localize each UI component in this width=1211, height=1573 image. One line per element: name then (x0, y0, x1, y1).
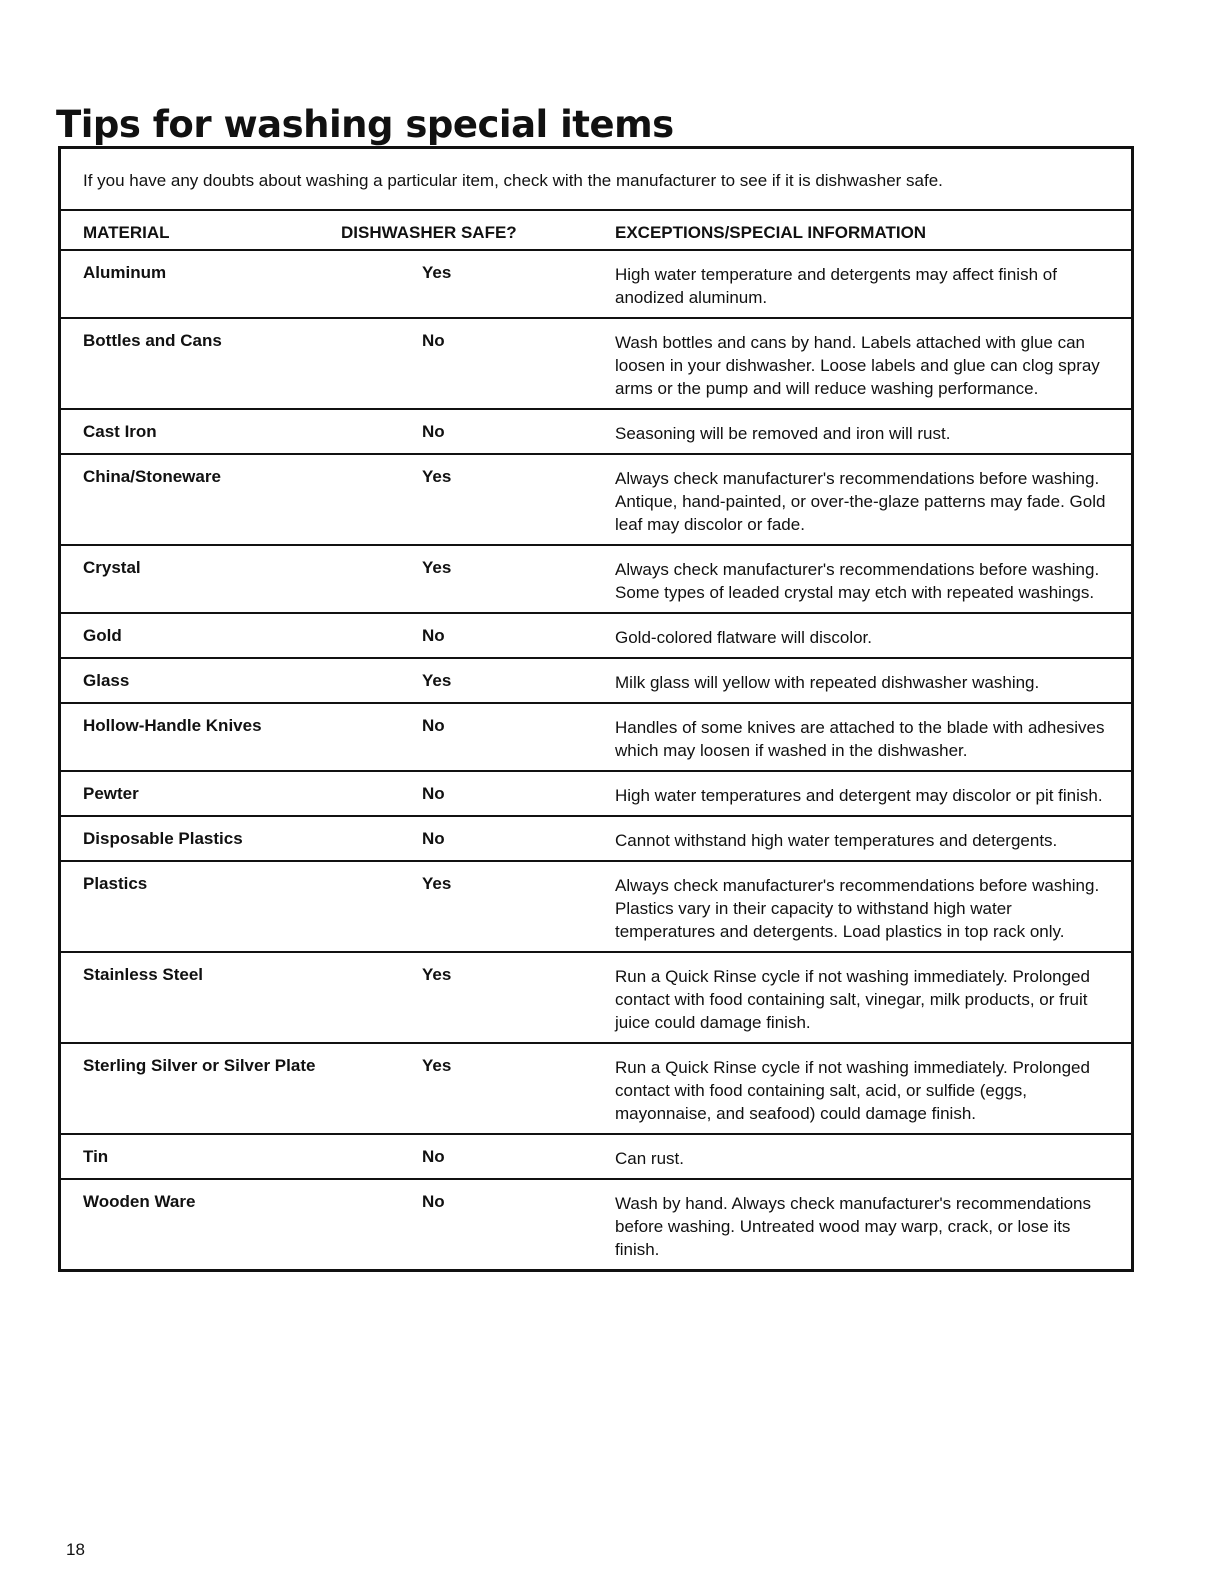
table-row (61, 659, 1131, 704)
header-material: MATERIAL (83, 223, 170, 242)
material-cell: Bottles and Cans (83, 331, 222, 350)
dishwasher-safe-cell: Yes (422, 1056, 452, 1075)
dishwasher-safe-cell: Yes (422, 965, 452, 984)
table-row (61, 251, 1131, 319)
material-cell: Stainless Steel (83, 965, 204, 984)
table-row (61, 817, 1131, 862)
exceptions-cell: Gold-colored flatware will discolor. (615, 628, 872, 647)
dishwasher-safe-cell: No (422, 626, 445, 645)
material-cell: Aluminum (83, 263, 167, 282)
material-cell: China/Stoneware (83, 467, 221, 486)
dishwasher-safe-cell: Yes (422, 671, 452, 690)
exceptions-cell: High water temperature and detergents may affect finish of anodized aluminum. (615, 265, 1057, 307)
table-row (61, 319, 1131, 410)
page-title: Tips for washing special items (56, 103, 674, 146)
dishwasher-safe-cell: Yes (422, 263, 452, 282)
material-cell: Hollow-Handle Knives (83, 716, 262, 735)
material-cell: Cast Iron (83, 422, 157, 441)
dishwasher-safe-cell: No (422, 1147, 445, 1166)
intro-text: If you have any doubts about washing a particular item, check with the manufacturer to see if it is dishwasher safe. (61, 149, 1131, 211)
material-cell: Sterling Silver or Silver Plate (83, 1056, 316, 1075)
table-row (61, 1180, 1131, 1269)
exceptions-cell: Wash by hand. Always check manufacturer's recommendations before washing. Untreated wood may warp, crack, or lose its finish. (615, 1194, 1091, 1259)
dishwasher-safe-cell: No (422, 716, 445, 735)
material-cell: Plastics (83, 874, 148, 893)
table-body (61, 251, 1131, 1269)
header-dishwasher-safe: DISHWASHER SAFE? (341, 223, 517, 242)
exceptions-cell: Run a Quick Rinse cycle if not washing immediately. Prolonged contact with food containing salt, acid, or sulfide (eggs, mayonnaise, and seafood) could damage finish. (615, 1058, 1090, 1123)
exceptions-cell: Always check manufacturer's recommendations before washing. Some types of leaded crystal may etch with repeated washings. (615, 560, 1100, 602)
table-row (61, 455, 1131, 546)
table-row (61, 704, 1131, 772)
table-header (61, 211, 1131, 251)
table-row (61, 862, 1131, 953)
material-cell: Wooden Ware (83, 1192, 196, 1211)
exceptions-cell: High water temperatures and detergent may discolor or pit finish. (615, 786, 1103, 805)
exceptions-cell: Milk glass will yellow with repeated dishwasher washing. (615, 673, 1040, 692)
table-row (61, 614, 1131, 659)
exceptions-cell: Always check manufacturer's recommendations before washing. Plastics vary in their capacity to withstand high water temperatures and detergents. Load plastics in top rack only. (615, 876, 1100, 941)
page-number: 18 (66, 1540, 85, 1559)
material-cell: Crystal (83, 558, 141, 577)
table-row (61, 410, 1131, 455)
exceptions-cell: Wash bottles and cans by hand. Labels attached with glue can loosen in your dishwasher. Loose labels and glue can clog spray arms or the pump and will reduce washing performance. (615, 333, 1100, 398)
table-row (61, 1044, 1131, 1135)
special-items-table (58, 146, 1134, 1272)
material-cell: Pewter (83, 784, 139, 803)
exceptions-cell: Run a Quick Rinse cycle if not washing immediately. Prolonged contact with food containing salt, vinegar, milk products, or fruit juice could damage finish. (615, 967, 1090, 1032)
exceptions-cell: Can rust. (615, 1149, 684, 1168)
material-cell: Tin (83, 1147, 109, 1166)
dishwasher-safe-cell: No (422, 422, 445, 441)
material-cell: Gold (83, 626, 122, 645)
header-exceptions: EXCEPTIONS/SPECIAL INFORMATION (615, 223, 927, 242)
dishwasher-safe-cell: Yes (422, 467, 452, 486)
exceptions-cell: Seasoning will be removed and iron will rust. (615, 424, 951, 443)
dishwasher-safe-cell: No (422, 1192, 445, 1211)
dishwasher-safe-cell: No (422, 829, 445, 848)
dishwasher-safe-cell: No (422, 784, 445, 803)
material-cell: Glass (83, 671, 130, 690)
table-row (61, 1135, 1131, 1180)
exceptions-cell: Cannot withstand high water temperatures and detergents. (615, 831, 1058, 850)
table-row (61, 953, 1131, 1044)
exceptions-cell: Handles of some knives are attached to the blade with adhesives which may loosen if washed in the dishwasher. (615, 718, 1105, 760)
exceptions-cell: Always check manufacturer's recommendations before washing. Antique, hand-painted, or over-the-glaze patterns may fade. Gold leaf may discolor or fade. (615, 469, 1106, 534)
table-row (61, 546, 1131, 614)
table-row (61, 772, 1131, 817)
dishwasher-safe-cell: Yes (422, 558, 452, 577)
dishwasher-safe-cell: Yes (422, 874, 452, 893)
dishwasher-safe-cell: No (422, 331, 445, 350)
material-cell: Disposable Plastics (83, 829, 243, 848)
